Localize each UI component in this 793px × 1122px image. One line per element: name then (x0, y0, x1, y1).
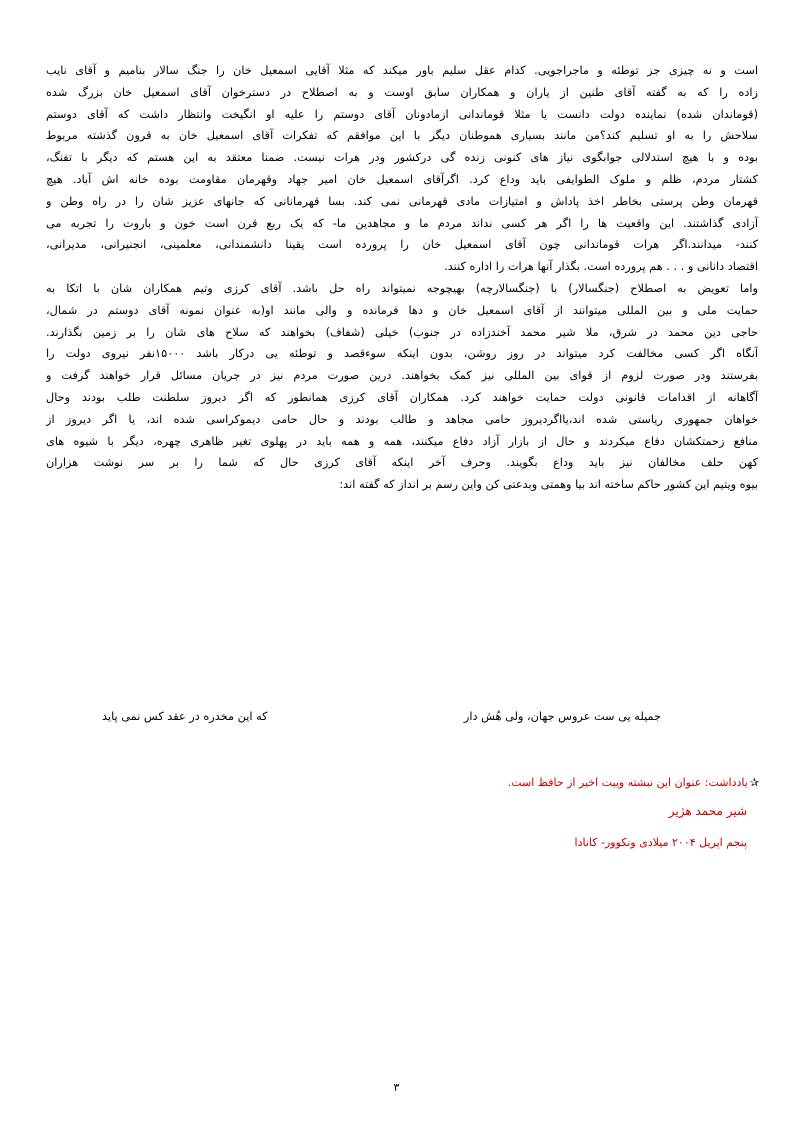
author-name: شیر محمد هژیر (668, 804, 747, 818)
paragraph-line: است و نه چیزی جز توطئه و ماجراجویی. کدام عقل سلیم باور میکند که مثلا آقایی اسمعیل خان را جنگ سالار بنامیم و آقای نایب (46, 64, 758, 77)
paragraph-line: واما تعویض به اصطلاح (جنگسالار) با (جنگسالارچه) بهیچوجه نمیتواند راه حل باشد. آقای کرزی وتیم همکاران شان با اتکا به (46, 281, 758, 295)
paragraph-line: بیوه ویتیم این کشور حاکم ساخته اند بیا وهمتی وبدعتی کن واین رسم بر انداز که گفته اند: (339, 478, 758, 492)
paragraph-line: حمایت ملی و بین المللی میتوانند از آقای اسمعیل خان و دها فرمانده و والی مانند او(به عنوان نمونه آقای دوستم در شمال، (46, 303, 758, 317)
paragraph-line: بفرستند ودر صورت لزوم از قوای بین المللی نیز کمک بخواهند. درین صورت مردم نیز در جریان مسائل قرار خواهند گرفت و (46, 369, 758, 383)
paragraph-line: آزادی گذاشتند. این واقعیت ها را اگر هر کسی نداند مردم ما و مجاهدین ما- که یک ربع قرن است خون و باروت را تجربه می (46, 216, 758, 230)
footnote-text: یادداشت: عنوان این نبشته وبیت اخیر از حافظ است. (507, 776, 748, 789)
paragraph-line: آگاهانه از اقدامات قانونی دولت حمایت خواهند کرد. همکاران آقای کرزی همانطور که اگر دیروز سلطنت طلب بودند وحال (46, 390, 758, 404)
paragraph-line: زاده را که به گفته آقای طنین از یاران و همکاران سابق اوست و به اصطلاح در دسترخوان آقای اسمعیل خان بزرگ شده (46, 85, 758, 99)
poem-second-hemistich: که این مخدره در عقد کس نمی پاید (102, 710, 268, 723)
paragraph-line: قهرمان وطن پرستی بخاطر اخذ پاداش و امتیازات مادی قهرمانی نمی کند. بسا قهرمانانی که جانهای عزیز شان را در راه وطن و (46, 194, 758, 208)
footnote (508, 776, 759, 789)
paragraph-line: اقتصاد دانانی و . . . هم پرورده است. بگذار آنها هرات را اداره کنند. (444, 260, 758, 274)
paragraph-line: کنند- میدانند.اگر هرات قوماندانی چون آقای اسمعیل خان را پرورده است یقینا دانشمندانی، معلمینی، انجنیرانی، مدیرانی، (46, 238, 758, 252)
paragraph-line: سلاحش را به او تسلیم کند؟من مانند بسیاری هموطنان دیگر با این موافقم که تفکرات آقای اسمعیل خان به قرون گذشته مربوط (46, 129, 758, 143)
paragraph-line: بوده و با هیچ استدلالی جوابگوی نیاز های کنونی زنده گی درکشور ودر هرات نیست. ضمنا معتقد به این هستم که دیگر با تفنگ، (46, 151, 758, 165)
page-number: ۳ (393, 1081, 400, 1094)
poem-verse (0, 710, 793, 732)
paragraph-line: کهن حلف مخالفان نیز باید وداع بگویند. وحرف آخر اینکه آقای کرزی حال که شما را بر سر نوشت هزاران (46, 456, 758, 470)
paragraph-line: کشتار مردم، ظلم و ملوک الطوایفی باید وداع کرد. اگرآقای اسمعیل خان امیر جهاد وقهرمان مقاومت بوده خانه اش آباد. هیچ (46, 172, 758, 186)
paragraph-line: منافع زحمتکشان دفاع میکردند و حال از بازار آزاد دفاع میکنند، همه و همه باید در پهلوی تغیر ظاهری چهره، دیگر با شیوه های (46, 434, 758, 448)
paragraph-line: خواهان جمهوری ریاستی شده اند،یااگردیروز حامی مجاهد و طالب بودند و حال حامی دیموکراسی شده اند، یا اگر دیروز از (46, 412, 758, 426)
star-icon: ✰ (749, 776, 759, 789)
poem-first-hemistich: جمیله یی ست عروس جهان، ولی هُش دار (463, 710, 661, 723)
paragraph-line: حاجی دین محمد در شرق، ملا شیر محمد آخندزاده در جنوب) خیلی (شفاف) بخواهند که سلاح های شان را بر زمین بگذارند. (46, 325, 758, 339)
paragraph-line: آنگاه اگر کسی مخالفت کرد میتواند در روز روشن، بدون اینکه سوءقصد و توطئه یی درکار باشد ۱۵۰۰۰نفر نیروی دولت را (46, 347, 758, 361)
date-location: پنجم اپریل ۲۰۰۴ میلادی ونکوور- کانادا (574, 836, 747, 849)
paragraph-line: (قوماندان شده) نماینده دولت دانست یا مثلا قوماندانی ازمادونان آقای دوستم را علیه او انگیخت وانتظار داشت که آقای دوستم (46, 107, 758, 121)
article-body (46, 60, 758, 496)
